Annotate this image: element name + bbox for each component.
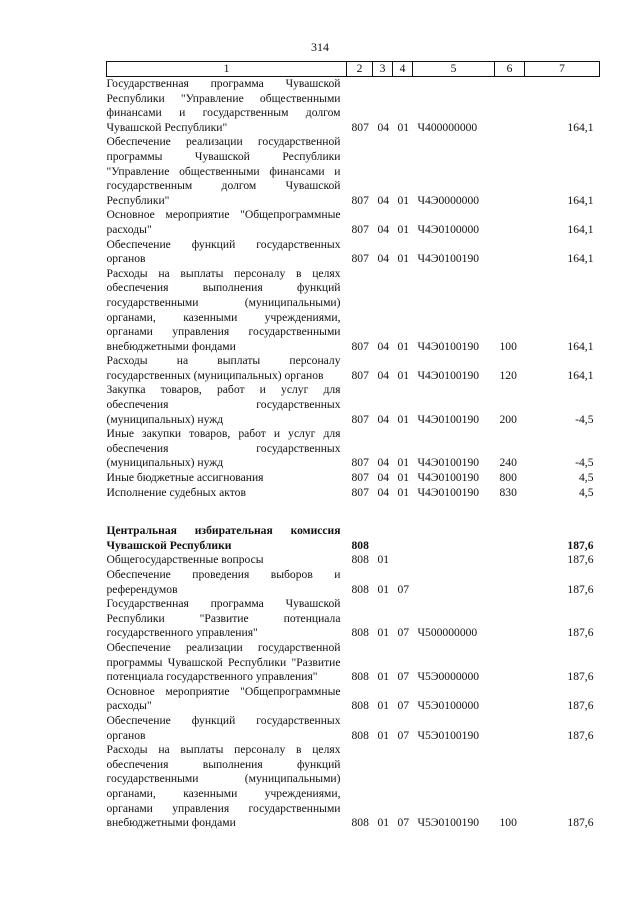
target-article-code: Ч4Э0100000 bbox=[417, 222, 480, 236]
column-header: 2 bbox=[347, 62, 373, 77]
row-amount: 164,1 bbox=[567, 193, 594, 207]
target-article-code: Ч5Э0000000 bbox=[417, 670, 480, 684]
expense-type-code: 100 bbox=[499, 339, 517, 353]
row-name: Государственная программа Чувашской Республики "Управление общественными финансами и государственным долгом Чувашской Республики" bbox=[106, 77, 341, 134]
expense-type-code: 240 bbox=[499, 456, 517, 470]
target-article-code: Ч5Э0100000 bbox=[417, 699, 480, 713]
table-row bbox=[107, 486, 600, 501]
admin-code: 807 bbox=[351, 485, 369, 499]
section-code: 04 bbox=[377, 412, 390, 426]
admin-code: 807 bbox=[351, 368, 369, 382]
target-article-code: Ч4Э0100190 bbox=[417, 339, 480, 353]
row-amount: 164,1 bbox=[567, 222, 594, 236]
column-header: 6 bbox=[495, 62, 525, 77]
expense-type-code: 120 bbox=[499, 368, 517, 382]
expense-type-code bbox=[495, 77, 525, 136]
row-name: Государственная программа Чувашской Республики "Развитие потенциала государственного управления" bbox=[106, 597, 341, 640]
subsection-code: 01 bbox=[397, 412, 410, 426]
subsection-code: 01 bbox=[397, 193, 410, 207]
subsection-code bbox=[393, 524, 413, 553]
expense-type-code: 200 bbox=[499, 412, 517, 426]
subsection-code: 07 bbox=[397, 816, 410, 830]
table-row bbox=[107, 685, 600, 714]
row-amount: 4,5 bbox=[579, 471, 594, 485]
table-row bbox=[107, 568, 600, 597]
column-header: 5 bbox=[413, 62, 495, 77]
section-code: 01 bbox=[377, 816, 390, 830]
row-amount: 164,1 bbox=[567, 120, 594, 134]
expense-type-code bbox=[495, 238, 525, 267]
admin-code: 808 bbox=[351, 816, 369, 830]
row-amount: 187,6 bbox=[567, 816, 594, 830]
target-article-code bbox=[413, 553, 495, 568]
section-code: 01 bbox=[377, 699, 390, 713]
expense-type-code: 830 bbox=[499, 485, 517, 499]
expense-type-code bbox=[495, 568, 525, 597]
section-code: 04 bbox=[377, 368, 390, 382]
row-amount: -4,5 bbox=[575, 456, 594, 470]
admin-code: 808 bbox=[351, 670, 369, 684]
expense-type-code bbox=[495, 641, 525, 685]
table-row bbox=[107, 597, 600, 641]
table-row bbox=[107, 354, 600, 383]
table-row bbox=[107, 77, 600, 136]
subsection-code: 07 bbox=[397, 699, 410, 713]
target-article-code: Ч500000000 bbox=[417, 626, 478, 640]
section-code bbox=[373, 524, 393, 553]
admin-code: 808 bbox=[351, 626, 369, 640]
section-code: 04 bbox=[377, 120, 390, 134]
admin-code: 807 bbox=[351, 222, 369, 236]
row-amount: 4,5 bbox=[579, 485, 594, 499]
row-name: Закупка товаров, работ и услуг для обеспечения государственных (муниципальных) нужд bbox=[106, 383, 341, 426]
section-code: 04 bbox=[377, 222, 390, 236]
expense-type-code bbox=[495, 685, 525, 714]
expense-type-code bbox=[495, 208, 525, 237]
column-header: 4 bbox=[393, 62, 413, 77]
expense-type-code: 800 bbox=[499, 471, 517, 485]
subsection-code: 07 bbox=[397, 670, 410, 684]
target-article-code: Ч4Э0100190 bbox=[417, 252, 480, 266]
row-amount: 187,6 bbox=[567, 538, 594, 552]
expense-type-code: 100 bbox=[499, 816, 517, 830]
table-row bbox=[107, 524, 600, 553]
row-amount: 164,1 bbox=[567, 339, 594, 353]
target-article-code: Ч5Э0100190 bbox=[417, 728, 480, 742]
section-code: 04 bbox=[377, 252, 390, 266]
subsection-code: 01 bbox=[397, 120, 410, 134]
column-header-row bbox=[107, 62, 600, 77]
target-article-code bbox=[413, 524, 495, 553]
subsection-code: 01 bbox=[397, 485, 410, 499]
subsection-code: 01 bbox=[397, 222, 410, 236]
target-article-code: Ч4Э0100190 bbox=[417, 456, 480, 470]
expense-type-code bbox=[495, 135, 525, 208]
section-code: 04 bbox=[377, 193, 390, 207]
target-article-code: Ч4Э0100190 bbox=[417, 485, 480, 499]
expense-type-code bbox=[495, 714, 525, 743]
target-article-code bbox=[413, 568, 495, 597]
row-amount: 187,6 bbox=[567, 553, 594, 567]
target-article-code: Ч400000000 bbox=[417, 120, 478, 134]
section-code: 01 bbox=[377, 626, 390, 640]
admin-code: 807 bbox=[351, 193, 369, 207]
row-amount: 187,6 bbox=[567, 626, 594, 640]
row-amount: 187,6 bbox=[567, 728, 594, 742]
subsection-code: 07 bbox=[397, 626, 410, 640]
row-name: Центральная избирательная комиссия Чувашской Республики bbox=[106, 524, 341, 552]
row-name: Обеспечение функций государственных органов bbox=[106, 237, 341, 266]
expense-type-code bbox=[495, 524, 525, 553]
target-article-code: Ч4Э0100190 bbox=[417, 368, 480, 382]
table-row bbox=[107, 641, 600, 685]
subsection-code: 01 bbox=[397, 471, 410, 485]
subsection-code: 07 bbox=[397, 728, 410, 742]
row-amount: 187,6 bbox=[567, 699, 594, 713]
expense-type-code bbox=[495, 553, 525, 568]
row-amount: 164,1 bbox=[567, 252, 594, 266]
table-row bbox=[107, 135, 600, 208]
row-name: Обеспечение проведения выборов и референдумов bbox=[106, 568, 341, 596]
row-name: Расходы на выплаты персоналу в целях обеспечения выполнения функций государственными (муниципальными) органами, казенными учреждениями, органами управления государственными внебюджетными фондами bbox=[106, 266, 341, 353]
row-name: Обеспечение реализации государственной программы Чувашской Республики "Развитие потенциала государственного управления" bbox=[106, 640, 341, 684]
table-row bbox=[107, 714, 600, 743]
target-article-code: Ч4Э0000000 bbox=[417, 193, 480, 207]
admin-code: 807 bbox=[351, 339, 369, 353]
row-name: Иные закупки товаров, работ и услуг для обеспечения государственных (муниципальных) нужд bbox=[106, 427, 341, 470]
row-amount: 187,6 bbox=[567, 670, 594, 684]
admin-code: 808 bbox=[351, 538, 369, 552]
target-article-code: Ч5Э0100190 bbox=[417, 816, 480, 830]
row-name: Исполнение судебных актов bbox=[106, 485, 246, 499]
target-article-code: Ч4Э0100190 bbox=[417, 412, 480, 426]
section-code: 04 bbox=[377, 471, 390, 485]
row-name: Общегосударственные вопросы bbox=[106, 553, 264, 567]
column-header: 7 bbox=[525, 62, 600, 77]
subsection-code: 01 bbox=[397, 456, 410, 470]
admin-code: 807 bbox=[351, 120, 369, 134]
row-name: Обеспечение реализации государственной программы Чувашской Республики "Управление общественными финансами и государственным долгом Чувашской Республики" bbox=[106, 135, 341, 207]
subsection-code: 01 bbox=[397, 339, 410, 353]
column-header: 3 bbox=[373, 62, 393, 77]
table-row bbox=[107, 267, 600, 355]
section-code: 04 bbox=[377, 339, 390, 353]
row-name: Основное мероприятие "Общепрограммные расходы" bbox=[106, 684, 341, 713]
row-name: Обеспечение функций государственных органов bbox=[106, 713, 341, 742]
admin-code: 808 bbox=[351, 699, 369, 713]
expense-type-code bbox=[495, 597, 525, 641]
admin-code: 808 bbox=[351, 582, 369, 596]
table-body bbox=[107, 77, 600, 831]
spacer-cell bbox=[107, 500, 600, 524]
row-name: Иные бюджетные ассигнования bbox=[106, 471, 264, 485]
subsection-code: 01 bbox=[397, 252, 410, 266]
admin-code: 807 bbox=[351, 412, 369, 426]
subsection-code: 07 bbox=[397, 582, 410, 596]
row-amount: -4,5 bbox=[575, 412, 594, 426]
table-row bbox=[107, 238, 600, 267]
section-code: 01 bbox=[377, 670, 390, 684]
row-amount: 164,1 bbox=[567, 368, 594, 382]
admin-code: 807 bbox=[351, 456, 369, 470]
row-amount: 187,6 bbox=[567, 582, 594, 596]
section-code: 01 bbox=[377, 582, 390, 596]
column-header: 1 bbox=[107, 62, 347, 77]
subsection-code bbox=[393, 553, 413, 568]
admin-code: 808 bbox=[351, 728, 369, 742]
table-row bbox=[107, 383, 600, 427]
subsection-code: 01 bbox=[397, 368, 410, 382]
admin-code: 808 bbox=[351, 553, 369, 567]
table-row bbox=[107, 208, 600, 237]
table-row bbox=[107, 471, 600, 486]
row-name: Основное мероприятие "Общепрограммные расходы" bbox=[106, 208, 341, 236]
row-name: Расходы на выплаты персоналу в целях обеспечения выполнения функций государственными (муниципальными) органами, казенными учреждениями, органами управления государственными внебюджетными фондами bbox=[106, 743, 341, 830]
spacer-row bbox=[107, 500, 600, 524]
section-code: 04 bbox=[377, 485, 390, 499]
admin-code: 807 bbox=[351, 252, 369, 266]
table-row bbox=[107, 553, 600, 568]
row-name: Расходы на выплаты персоналу государственных (муниципальных) органов bbox=[106, 354, 341, 382]
page-number: 314 bbox=[311, 40, 329, 54]
table-row bbox=[107, 743, 600, 831]
section-code: 01 bbox=[377, 728, 390, 742]
admin-code: 807 bbox=[351, 471, 369, 485]
target-article-code: Ч4Э0100190 bbox=[417, 471, 480, 485]
table-row bbox=[107, 427, 600, 471]
section-code: 04 bbox=[377, 456, 390, 470]
budget-table bbox=[106, 61, 600, 831]
section-code: 01 bbox=[377, 553, 390, 567]
